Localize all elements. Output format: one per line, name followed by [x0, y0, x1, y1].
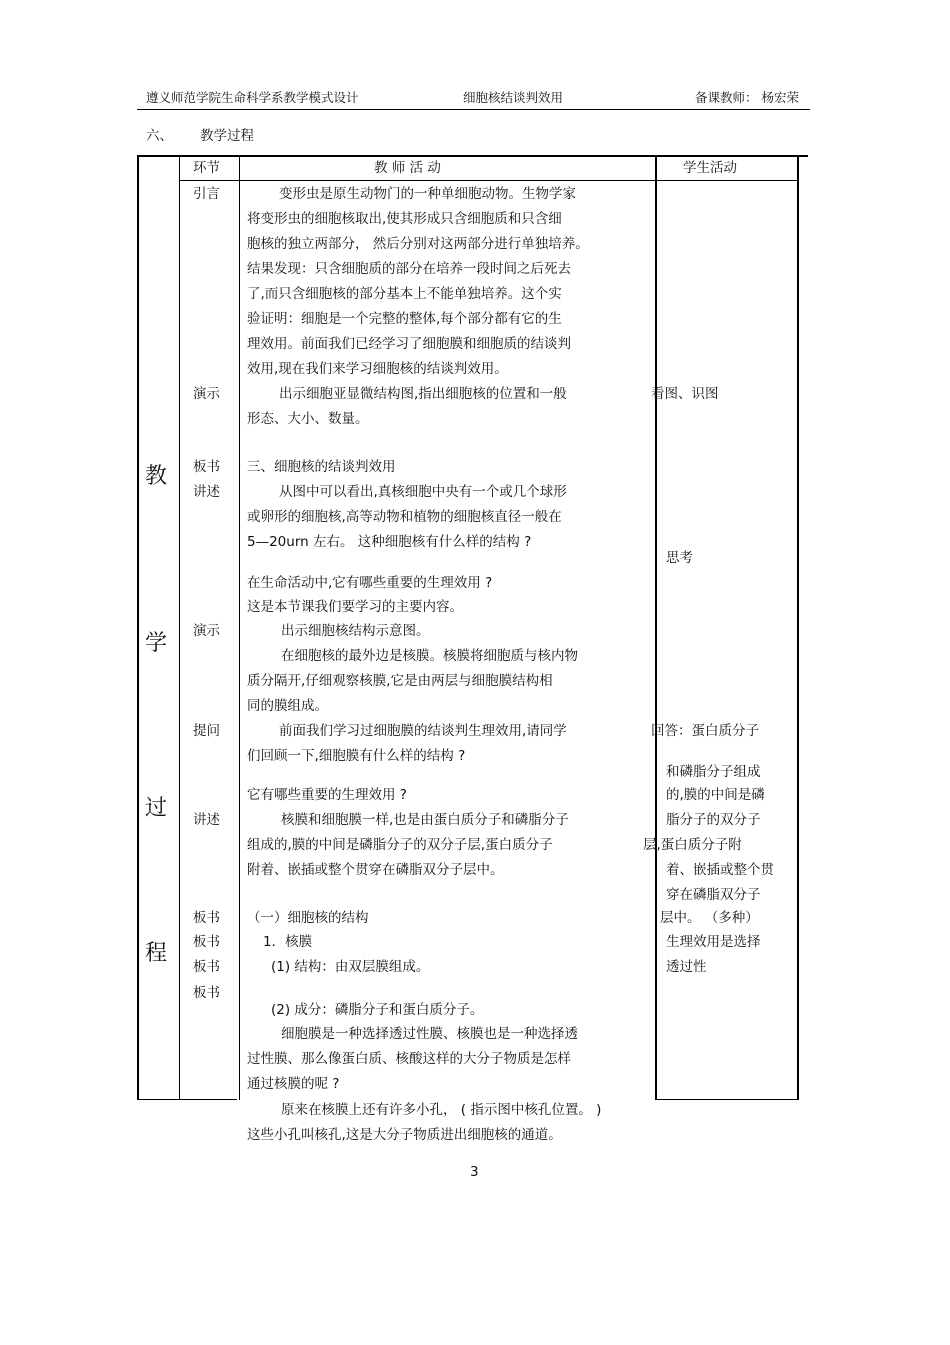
right-border: [797, 155, 799, 1100]
student-text-line: 回答：蛋白质分子: [651, 723, 759, 739]
teacher-text-line: 前面我们学习过细胞膜的结谈判生理效用,请同学: [279, 723, 567, 739]
student-text-line: 着、嵌插或整个贯: [666, 862, 774, 878]
teacher-text-line: 理效用。前面我们已经学习了细胞膜和细胞质的结谈判: [247, 336, 571, 352]
teacher-text-line: 结果发现：只含细胞质的部分在培养一段时间之后死去: [247, 261, 571, 277]
phase-label: 板书: [193, 459, 220, 475]
teacher-text-line: 过性膜、那么像蛋白质、核酸这样的大分子物质是怎样: [247, 1051, 571, 1067]
student-text-line: 和磷脂分子组成: [666, 764, 761, 780]
col-header-phase: 环节: [193, 160, 220, 176]
teacher-text-line: 将变形虫的细胞核取出,使其形成只含细胞质和只含细: [247, 211, 562, 227]
teacher-text-line: 核膜和细胞膜一样,也是由蛋白质分子和磷脂分子: [281, 812, 569, 828]
student-text-line: 层,蛋白质分子附: [643, 837, 742, 853]
phase-label: 板书: [193, 959, 220, 975]
teacher-text-line: 在生命活动中,它有哪些重要的生理效用 ?: [247, 575, 493, 591]
phase-label: 演示: [193, 386, 220, 402]
header-center: 细胞核结谈判效用: [463, 90, 564, 105]
teacher-text-line: （一）细胞核的结构: [247, 910, 369, 926]
phase-label: 板书: [193, 934, 220, 950]
teacher-text-line: 验证明：细胞是一个完整的整体,每个部分都有它的生: [247, 311, 562, 327]
student-text-line: 生理效用是选择: [666, 934, 761, 950]
teacher-text-line: 组成的,膜的中间是磷脂分子的双分子层,蛋白质分子: [247, 837, 553, 853]
teacher-text-line: 形态、大小、数量。: [247, 411, 369, 427]
section-title: 教学过程: [200, 128, 254, 144]
teacher-text-line: 这些小孔叫核孔,这是大分子物质进出细胞核的通道。: [247, 1127, 562, 1143]
table-bottom-border-left: [137, 1099, 237, 1100]
phase-label: 提问: [193, 723, 220, 739]
teacher-text-line: 了,而只含细胞核的部分基本上不能单独培养。这个实: [247, 286, 562, 302]
side-label-char: 教: [145, 464, 168, 489]
teacher-text-line: 1．核膜: [263, 934, 313, 950]
student-text-line: 透过性: [666, 959, 707, 975]
teacher-text-line: 三、细胞核的结谈判效用: [247, 459, 396, 475]
side-label-char: 过: [145, 796, 168, 821]
header-row-divider: [180, 180, 798, 181]
teacher-text-line: 从图中可以看出,真核细胞中央有一个或几个球形: [279, 484, 567, 500]
student-text-line: 穿在磷脂双分子: [666, 887, 761, 903]
phase-label: 讲述: [193, 812, 220, 828]
teacher-text-line: (2) 成分：磷脂分子和蛋白质分子。: [271, 1002, 484, 1018]
header-rule: [137, 109, 810, 110]
student-divider: [655, 155, 657, 1100]
table-top-border: [137, 155, 808, 157]
phase-label: 引言: [193, 186, 220, 202]
student-text-line: 的,膜的中间是磷: [666, 787, 765, 803]
teacher-text-line: 这是本节课我们要学习的主要内容。: [247, 599, 463, 615]
left-border: [137, 155, 139, 1100]
student-text-line: 脂分子的双分子: [666, 812, 761, 828]
table-bottom-border-right: [655, 1099, 799, 1100]
side-label-char: 程: [145, 941, 168, 966]
teacher-text-line: 或卵形的细胞核,高等动物和植物的细胞核直径一般在: [247, 509, 562, 525]
teacher-text-line: 出示细胞核结构示意图。: [281, 623, 430, 639]
teacher-text-line: 它有哪些重要的生理效用 ?: [247, 787, 407, 803]
teacher-text-line: 变形虫是原生动物门的一种单细胞动物。生物学家: [279, 186, 576, 202]
teacher-text-line: 同的膜组成。: [247, 698, 328, 714]
phase-label: 板书: [193, 910, 220, 926]
teacher-text-line: 效用,现在我们来学习细胞核的结谈判效用。: [247, 361, 508, 377]
teacher-text-line: 质分隔开,仔细观察核膜,它是由两层与细胞膜结构相: [247, 673, 553, 689]
teacher-text-line: 通过核膜的呢 ?: [247, 1076, 340, 1092]
teacher-text-line: 们回顾一下,细胞膜有什么样的结构 ?: [247, 748, 466, 764]
col-header-student: 学生活动: [683, 160, 737, 176]
side-label-char: 学: [145, 631, 168, 656]
student-text-line: 思考: [666, 550, 693, 566]
teacher-text-line: (1) 结构：由双层膜组成。: [271, 959, 430, 975]
student-text-line: 看图、识图: [651, 386, 719, 402]
phase-divider: [239, 155, 240, 1100]
header-left: 遵义师范学院生命科学系教学模式设计: [146, 90, 359, 105]
phase-label: 板书: [193, 985, 220, 1001]
teacher-text-line: 在细胞核的最外边是核膜。核膜将细胞质与核内物: [281, 648, 578, 664]
col-header-teacher: 教 师 活 动: [374, 160, 441, 176]
teacher-text-line: 原来在核膜上还有许多小孔， ( 指示图中核孔位置。 ): [281, 1102, 602, 1118]
page-number: 3: [470, 1164, 479, 1180]
student-text-line: 层中。 （多种）: [660, 910, 759, 926]
teacher-text-line: 细胞膜是一种选择透过性膜、核膜也是一种选择透: [281, 1026, 578, 1042]
teacher-text-line: 出示细胞亚显微结构图,指出细胞核的位置和一般: [279, 386, 567, 402]
teacher-text-line: 5—20urn 左右。 这种细胞核有什么样的结构 ?: [247, 534, 532, 550]
label-divider: [179, 155, 180, 1100]
teacher-text-line: 胞核的独立两部分， 然后分别对这两部分进行单独培养。: [247, 236, 589, 252]
header-right: 备课教师： 杨宏荣: [695, 90, 799, 105]
phase-label: 讲述: [193, 484, 220, 500]
phase-label: 演示: [193, 623, 220, 639]
teacher-text-line: 附着、嵌插或整个贯穿在磷脂双分子层中。: [247, 862, 504, 878]
section-number: 六、: [146, 128, 173, 144]
